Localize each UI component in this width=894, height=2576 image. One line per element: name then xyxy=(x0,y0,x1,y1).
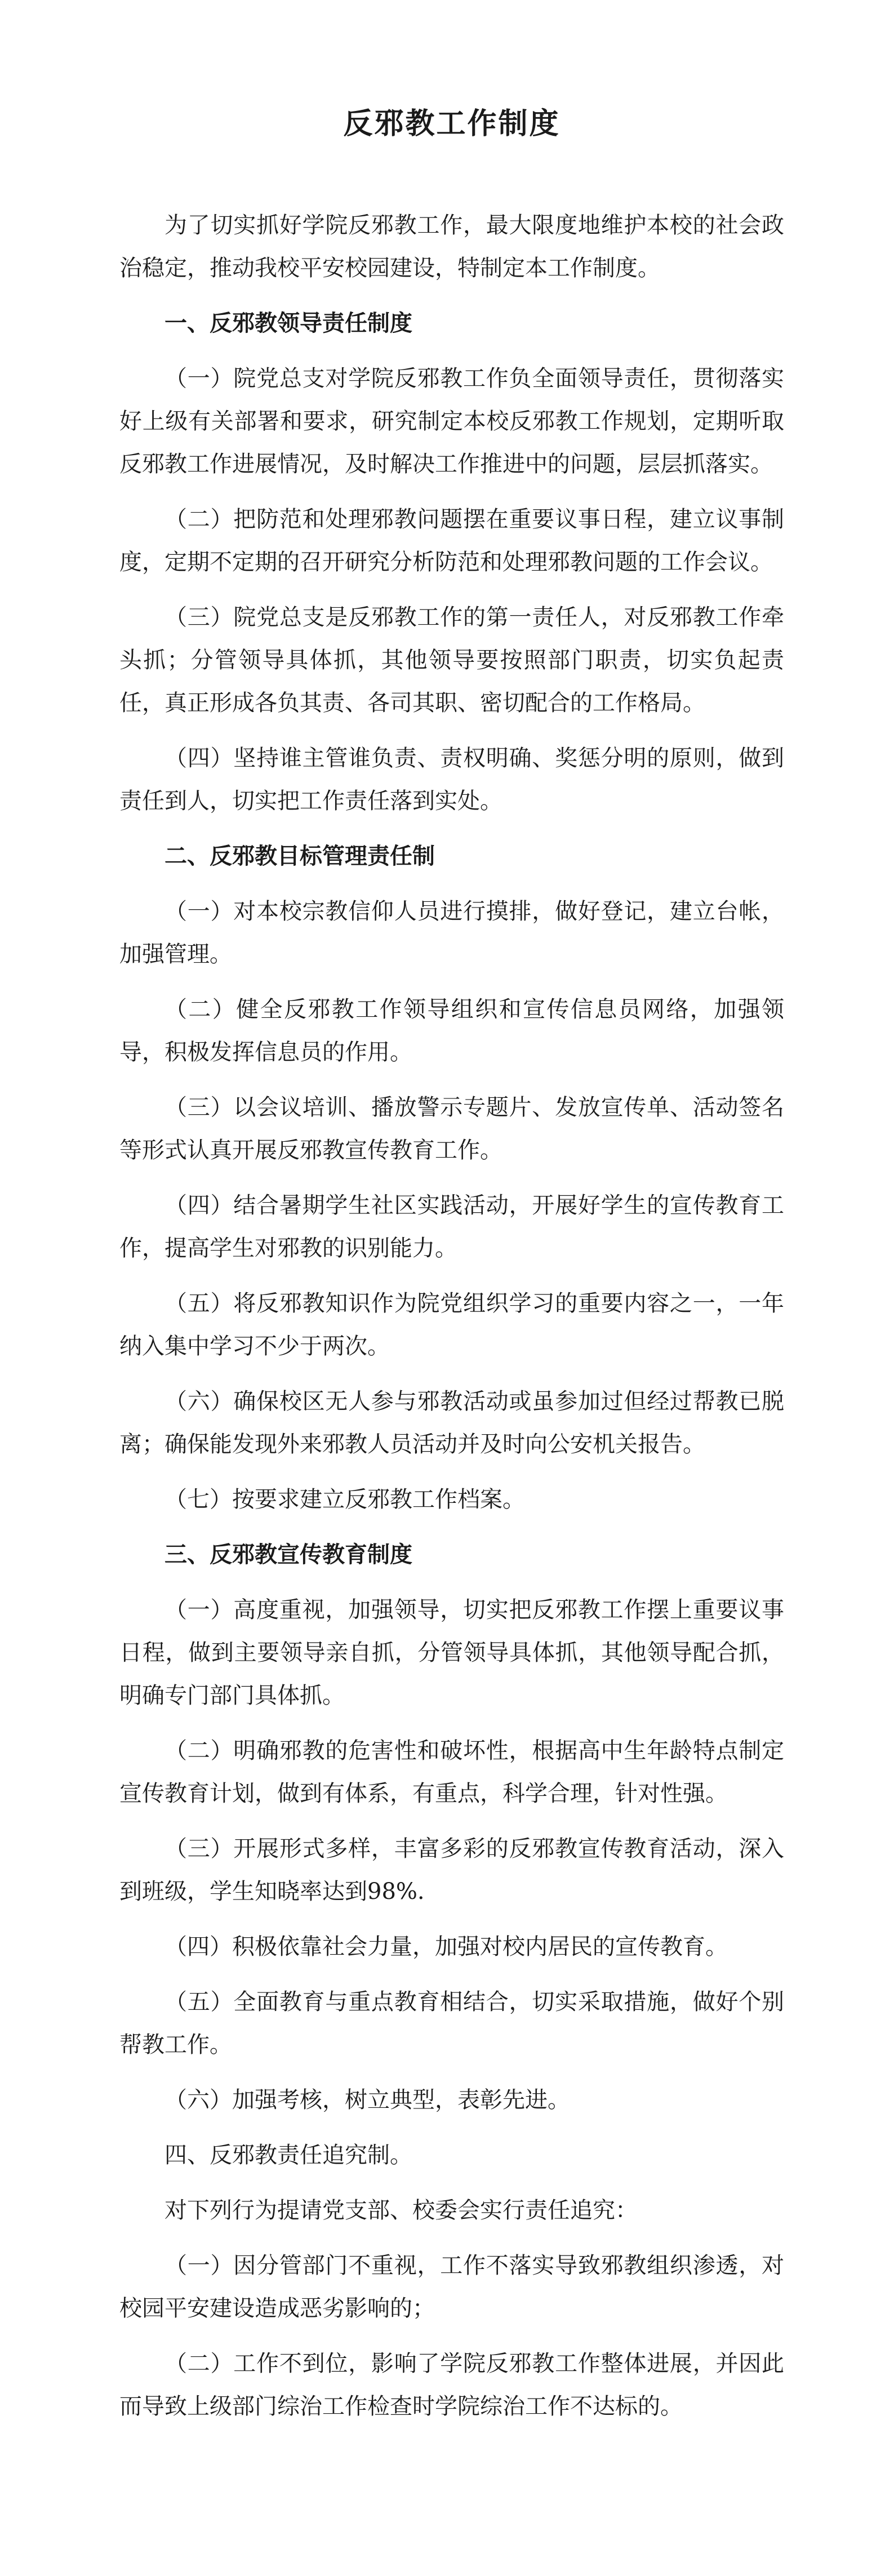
section-2-item-5: （五）将反邪教知识作为院党组织学习的重要内容之一，一年纳入集中学习不少于两次。 xyxy=(119,1291,784,1359)
section-2-item-3: （三）以会议培训、播放警示专题片、发放宣传单、活动签名等形式认真开展反邪教宣传教育工作。 xyxy=(119,1095,784,1163)
section-heading-1: 一、反邪教领导责任制度 xyxy=(164,310,412,336)
section-heading-3: 三、反邪教宣传教育制度 xyxy=(164,1541,412,1568)
section-2-item-1: （一）对本校宗教信仰人员进行摸排，做好登记，建立台帐，加强管理。 xyxy=(119,898,784,967)
section-1-item-3: （三）院党总支是反邪教工作的第一责任人，对反邪教工作牵头抓；分管领导具体抓，其他领导要按照部门职责，切实负起责任，真正形成各负其责、各司其职、密切配合的工作格局。 xyxy=(119,604,784,716)
section-3-item-4: （四）积极依靠社会力量，加强对校内居民的宣传教育。 xyxy=(164,1934,728,1960)
section-3-item-1: （一）高度重视，加强领导，切实把反邪教工作摆上重要议事日程，做到主要领导亲自抓，分管领导具体抓，其他领导配合抓，明确专门部门具体抓。 xyxy=(119,1597,784,1709)
section-1-item-4: （四）坚持谁主管谁负责、责权明确、奖惩分明的原则，做到责任到人，切实把工作责任落到实处。 xyxy=(119,745,784,814)
section-1-item-2: （二）把防范和处理邪教问题摆在重要议事日程，建立议事制度，定期不定期的召开研究分析防范和处理邪教问题的工作会议。 xyxy=(119,506,784,575)
intro-paragraph: 为了切实抓好学院反邪教工作，最大限度地维护本校的社会政治稳定，推动我校平安校园建设，特制定本工作制度。 xyxy=(119,212,784,281)
section-3-item-2: （二）明确邪教的危害性和破坏性，根据高中生年龄特点制定宣传教育计划，做到有体系，有重点，科学合理，针对性强。 xyxy=(119,1738,784,1807)
section-2-item-6: （六）确保校区无人参与邪教活动或虽参加过但经过帮教已脱离；确保能发现外来邪教人员活动并及时向公安机关报告。 xyxy=(119,1389,784,1457)
section-3-item-5: （五）全面教育与重点教育相结合，切实采取措施，做好个别帮教工作。 xyxy=(119,1989,784,2058)
section-2-item-7: （七）按要求建立反邪教工作档案。 xyxy=(164,1487,525,1512)
section-heading-4: 四、反邪教责任追究制。 xyxy=(164,2142,412,2168)
document-body xyxy=(119,204,784,2428)
section-2-item-4: （四）结合暑期学生社区实践活动，开展好学生的宣传教育工作，提高学生对邪教的识别能力。 xyxy=(119,1193,784,1261)
section-4-item-1: （一）因分管部门不重视，工作不落实导致邪教组织渗透，对校园平安建设造成恶劣影响的； xyxy=(119,2253,784,2321)
section-3-item-3: （三）开展形式多样，丰富多彩的反邪教宣传教育活动，深入到班级，学生知晓率达到98%. xyxy=(119,1836,784,1905)
section-4-intro: 对下列行为提请党支部、校委会实行责任追究： xyxy=(164,2197,638,2223)
document-title: 反邪教工作制度 xyxy=(343,107,561,141)
section-heading-2: 二、反邪教目标管理责任制 xyxy=(164,843,435,869)
section-4-item-2: （二）工作不到位，影响了学院反邪教工作整体进展，并因此而导致上级部门综治工作检查时学院综治工作不达标的。 xyxy=(119,2351,784,2419)
section-1-item-1: （一）院党总支对学院反邪教工作负全面领导责任，贯彻落实好上级有关部署和要求，研究制定本校反邪教工作规划，定期听取反邪教工作进展情况，及时解决工作推进中的问题，层层抓落实。 xyxy=(119,366,784,477)
section-2-item-2: （二）健全反邪教工作领导组织和宣传信息员网络，加强领导，积极发挥信息员的作用。 xyxy=(119,996,784,1065)
section-3-item-6: （六）加强考核，树立典型，表彰先进。 xyxy=(164,2087,570,2113)
